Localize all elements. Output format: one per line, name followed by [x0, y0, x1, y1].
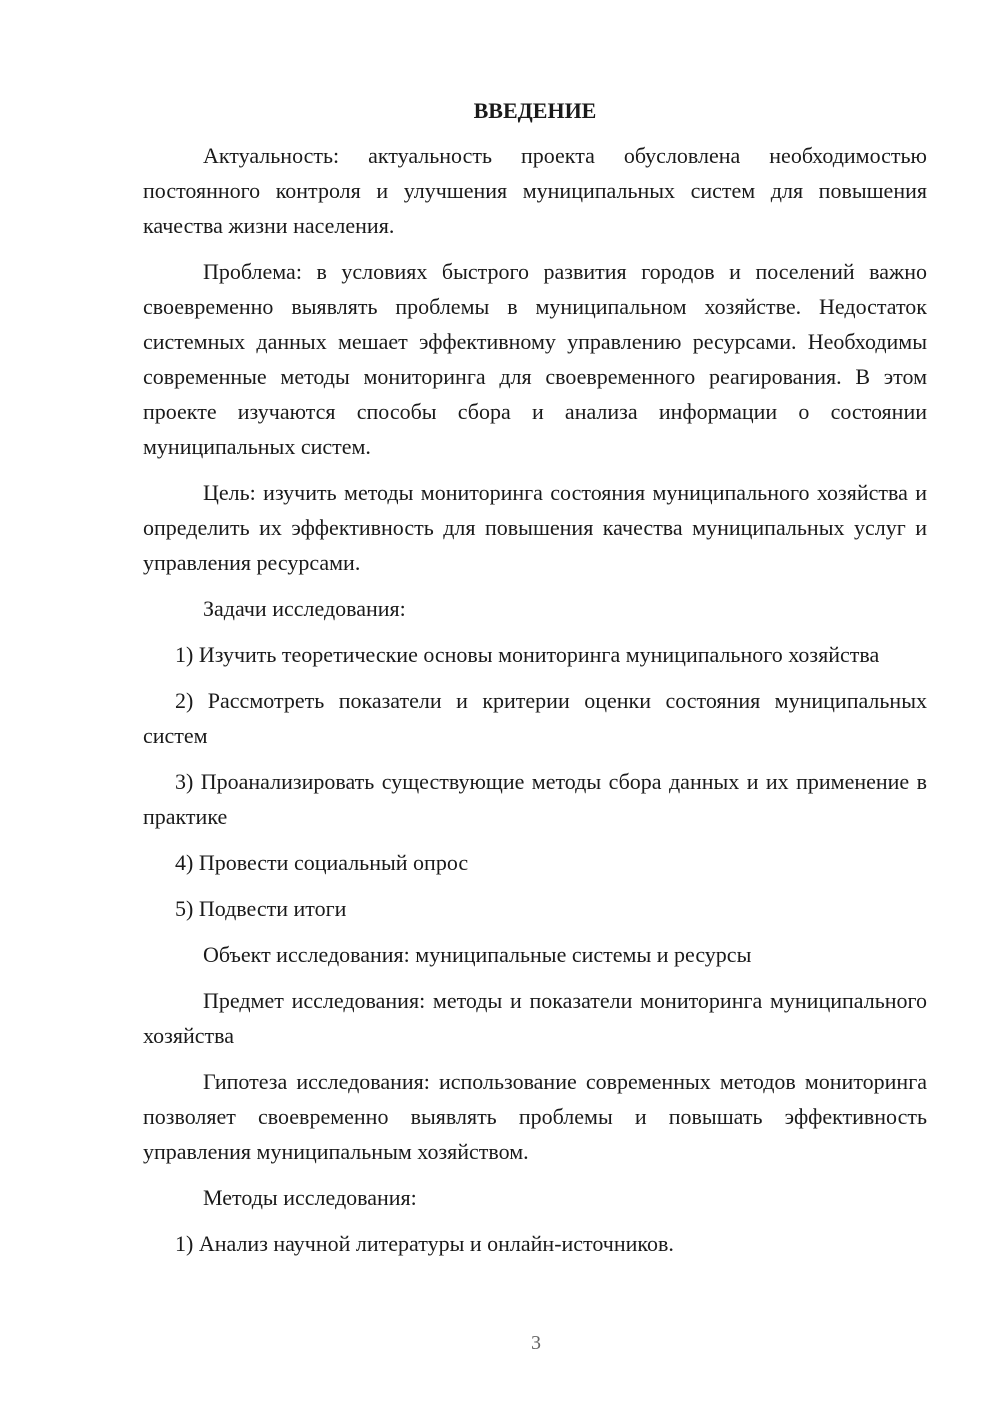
paragraph-tasks-heading: Задачи исследования: [203, 596, 406, 621]
task-item-5: 5) Подвести итоги [175, 896, 347, 921]
paragraph-hypothesis: Гипотеза исследования: использование современных методов мониторинга позволяет своевременно выявлять проблемы и повышать эффективность управления муниципальным хозяйством. [143, 1069, 927, 1164]
document-page [143, 96, 927, 1272]
task-item-4: 4) Провести социальный опрос [175, 850, 469, 875]
page-number: 3 [531, 1332, 541, 1354]
paragraph-goal: Цель: изучить методы мониторинга состояния муниципального хозяйства и определить их эффективность для повышения качества муниципальных услуг и управления ресурсами. [143, 480, 927, 575]
task-item-1: 1) Изучить теоретические основы мониторинга муниципального хозяйства [175, 642, 880, 667]
method-item-1: 1) Анализ научной литературы и онлайн-источников. [175, 1231, 674, 1256]
paragraph-problem: Проблема: в условиях быстрого развития городов и поселений важно своевременно выявлять проблемы в муниципальном хозяйстве. Недостаток системных данных мешает эффективному управлению ресурсами. Необходимы современные методы мониторинга для своевременного реагирования. В этом проекте изучаются способы сбора и анализа информации о состоянии муниципальных систем. [143, 259, 927, 459]
task-item-2: 2) Рассмотреть показатели и критерии оценки состояния муниципальных систем [143, 688, 927, 748]
task-item-3: 3) Проанализировать существующие методы сбора данных и их применение в практике [143, 769, 927, 829]
paragraph-methods-heading: Методы исследования: [203, 1185, 417, 1210]
section-title: ВВЕДЕНИЕ [473, 98, 597, 123]
paragraph-relevance: Актуальность: актуальность проекта обусловлена необходимостью постоянного контроля и улучшения муниципальных систем для повышения качества жизни населения. [143, 143, 927, 238]
paragraph-object: Объект исследования: муниципальные системы и ресурсы [203, 942, 752, 967]
paragraph-subject: Предмет исследования: методы и показатели мониторинга муниципального хозяйства [143, 988, 927, 1048]
